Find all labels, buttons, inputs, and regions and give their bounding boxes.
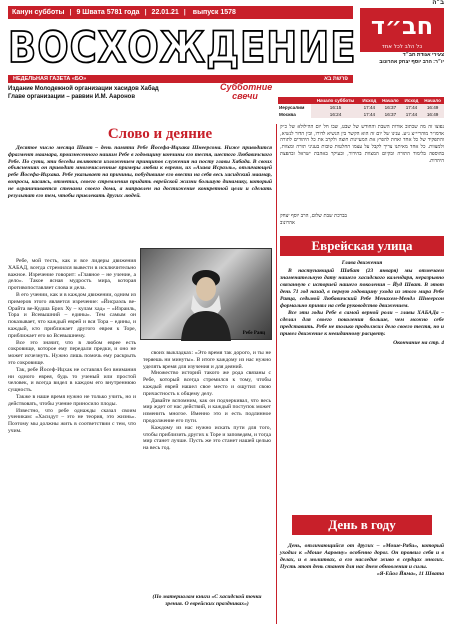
main-article-left-column [8, 258, 136, 435]
sub-band-left: НЕДЕЛЬНАЯ ГАЗЕТА «БО» [13, 76, 87, 82]
article-paragraph: Все эти годы Ребе в самой верной роли – главы ХАБАДа – сделал для своего поколения больше, чем можно себе представить. Ребе не только продолжил дело своего тестя, но и привел движение к невиданному расцвету. [280, 310, 444, 337]
portrait-illustration [171, 261, 241, 341]
article-paragraph: Все это значит, что в любом еврее есть сокровище, которое ему передали предки, и оно не может исчезнуть. Нужно лишь помочь ему раскрыть это сокровище. [8, 339, 136, 366]
times-header-cell: Исход [360, 97, 379, 104]
candle-times-table [278, 97, 444, 118]
band-date: 22.01.21 [151, 9, 179, 16]
times-header-cell [278, 97, 311, 104]
time-cell: 17:44 [360, 104, 379, 111]
shabbat-candles-label: Субботние свечи [220, 82, 273, 101]
time-cell: 17:44 [402, 111, 421, 118]
continued-note: Окончание на стр. 4 [393, 340, 444, 346]
section-banner-day-of-year: День в году [292, 515, 432, 535]
org-line: יו״ר: הרב יוסף יצחק אהרונוב [379, 58, 444, 65]
sub-band-right: פרשת בא [324, 76, 348, 82]
city-cell: Москва [278, 111, 311, 118]
times-header-cell: Начало субботы [311, 97, 359, 104]
hebrew-message: נפוצו זה מה שכתוב אודות השבת והחודש של שבט, שבו חל יום ההילולא של כ״ק אדמו״ר מוהריי״צ נ״ע. ענינו של יום זה הוא הקשר בין הנשיא לדורו, ובין הדור לנשיא, והתפקיד של כל אחד ואחת להפיץ את המעיינות חוצה ולקרב את כל היהודים לתורה ולמצוות. כל אחד מאיתנו צריך לקבל על עצמו החלטות טובות בעניני תורה ומצוות, בהוספה בלימוד התורה ובקיום המצוות בהידור, ובעיקר באהבת ישראל ובהפצת היהדות. [280, 124, 444, 164]
article-paragraph: В его учении, как и в каждом движении, одним из примеров этого является изречение: «Йисраэль ве-Орайта ве-Кудша Брих Ху – кулам хад» – «Израиль, Тора и Всевышний – едины». Тем самым он показывает, что каждый еврей и вся Тора – едины, и каждый, кто приближает другого еврея к Торе, приближает его ко Всевышнему. [8, 291, 136, 339]
table-row [278, 111, 444, 118]
band-hebrew-date: 9 Швата 5781 года [76, 9, 140, 16]
band-issue: выпуск 1578 [192, 9, 236, 16]
band-separator: | [69, 9, 72, 16]
time-cell: 17:44 [402, 104, 421, 111]
table-row [278, 104, 444, 111]
times-header-cell: Начало [421, 97, 444, 104]
rebbe-photo [140, 248, 272, 340]
logo-box [360, 8, 444, 52]
article-paragraph: Каждому из нас нужно искать пути для того, чтобы приблизить других к Торе и заповедям, и тогда мир станет лучше. Пусть же это станет нашей целью на весь год. [143, 424, 271, 452]
times-header-row [278, 97, 444, 104]
band-separator: | [144, 9, 147, 16]
logo-slogan: כל הלב לכל אחד [381, 44, 423, 50]
intro-paragraph: Десятое число месяца Шват – день памяти Ребе Йосефа-Ицхака Шнеерсона. Ниже приводится фрагмент маамара, произнесенного нашим Ребе в годовщину кончины его тестя, шестого Любавичского Ребе. По сути, эти беседы являются изложением принципов служения на посту главы Хабада. В своих объяснениях он приводит многочисленные примеры любви к евреям, их «Ахава Исраэль», отличающей ребе Йосефа-Ицхака. Ребе указывает на причины, побудившие его ввести на себя весь хасидский маамар, вопросы, касаясь, отметил, своего стремления придать еврейской жизни большую динамику, который не ограничивается стенами своего дома, а направлен на достижение конкретной цели и сделать результат его тем, чтобы привлекать других людей. [8, 145, 272, 199]
day-of-year-article [280, 543, 444, 578]
top-info-band [8, 6, 353, 19]
publisher-line: Главе организации – раввин И.М. Ааронов [8, 94, 136, 100]
newspaper-title: ВОСХОЖДЕНИЕ [8, 22, 357, 72]
band-day: Канун субботы [12, 9, 65, 16]
org-line: צעירי אגודת חב״ד [402, 52, 444, 58]
jewish-street-article [280, 260, 444, 347]
time-cell: 17:44 [360, 111, 379, 118]
time-cell: 16:49 [421, 111, 444, 118]
time-cell: 16:49 [421, 104, 444, 111]
article-paragraph: Также в наше время нужно не только учить, но и действовать, чтобы учение приносило плоды. [8, 393, 136, 407]
section-banner-jewish-street: Еврейская улица [280, 236, 444, 256]
main-article-title: Слово и деяние [107, 126, 213, 142]
masthead [8, 20, 357, 74]
article-paragraph: Ребе, мой тесть, как и все лидеры движения ХАБАД, всегда стремился вывести в исключительно важное. Изречение говорит: «Главное – не учение, а дело». Такое ясная мудрость мира, которая противопоставляет слова и дела. [8, 258, 136, 292]
bsd-mark: ב״ה [432, 0, 444, 6]
times-header-cell: Исход [402, 97, 421, 104]
organization-info [360, 52, 444, 65]
main-article-right-column [143, 350, 271, 452]
article-kicker: Глава движения [341, 260, 383, 266]
time-cell: 16:24 [311, 111, 359, 118]
article-paragraph: Так, ребе Йосеф-Ицхак не оставлял без внимания ни одного еврея, будь то ученый или простой человек, и всегда видел в каждом его внутреннюю сущность. [8, 366, 136, 394]
time-cell: 16:37 [379, 111, 402, 118]
band-separator: | [183, 9, 186, 16]
publisher-info [8, 85, 218, 101]
article-paragraph: День, отличающийся от других – «Моше-Раби», который уходил к «Моше Ааровну» особенно дорог. Он проявил себя и в делах, и в молитвах, а его наследие живо в сердцах многих. Пусть этот день станет для нас днем обновления и силы. [280, 543, 444, 570]
publisher-line: Издание Молодежной организации хасидов Хабад [8, 86, 159, 92]
time-cell: 16:15 [311, 104, 359, 111]
hebrew-signature: בברכת שבת שלום, הרב יוסף יצחק אהרונוב [280, 213, 347, 226]
logo-text: חב״ד [370, 12, 434, 40]
article-paragraph: Множество историй такого же рода связаны с Ребе, который всегда стремился к тому, чтобы каждый еврей нашел свое место и ощутил свою причастность к общему делу. [143, 370, 271, 397]
article-paragraph: Известно, что ребе однажды сказал своим ученикам: «Хасидут – это не теория, это жизнь». Поэтому мы должны жить в соответствии с тем, что учим. [8, 407, 136, 434]
column-divider [276, 124, 277, 624]
article-paragraph: своих выкладках: «Это время так дорого, и ты не теряешь ни минуты». В итоге каждому из нас нужно уделять время для изучения и для деяний. [143, 350, 271, 370]
article-paragraph: Давайте вспомним, как он подчеркивал, что весь мир ждет от нас действий, и каждый поступок может изменить многое. Именно это и есть подлинное продолжение его пути. [143, 397, 271, 424]
photo-caption: Ребе Раяц [242, 331, 265, 336]
city-cell: Иерусалим [278, 104, 311, 111]
time-cell: 16:37 [379, 104, 402, 111]
article-source-note: (По материалам книги «С хасидской точки зрения. О еврейских праздниках») [152, 594, 262, 607]
article-source: «Я-Ейол Йяма», 11 Швата [376, 571, 444, 577]
main-article-intro [8, 145, 272, 199]
article-paragraph: В наступающий Шабат (23 января) мы отмечаем знаменательную дату нашего хасидского календаря, неразрывно связанную с историей нашего поколения – Йуд Шват. В этот день 71 год назад, в первую годовщину ухода из этого мира Ребе Раяца, седьмой Любавичский Ребе Менахем-Мендл Шнеерсон формально принял на себя руководство движением. [280, 268, 444, 309]
times-header-cell: Начало [379, 97, 402, 104]
sub-band [8, 75, 353, 83]
